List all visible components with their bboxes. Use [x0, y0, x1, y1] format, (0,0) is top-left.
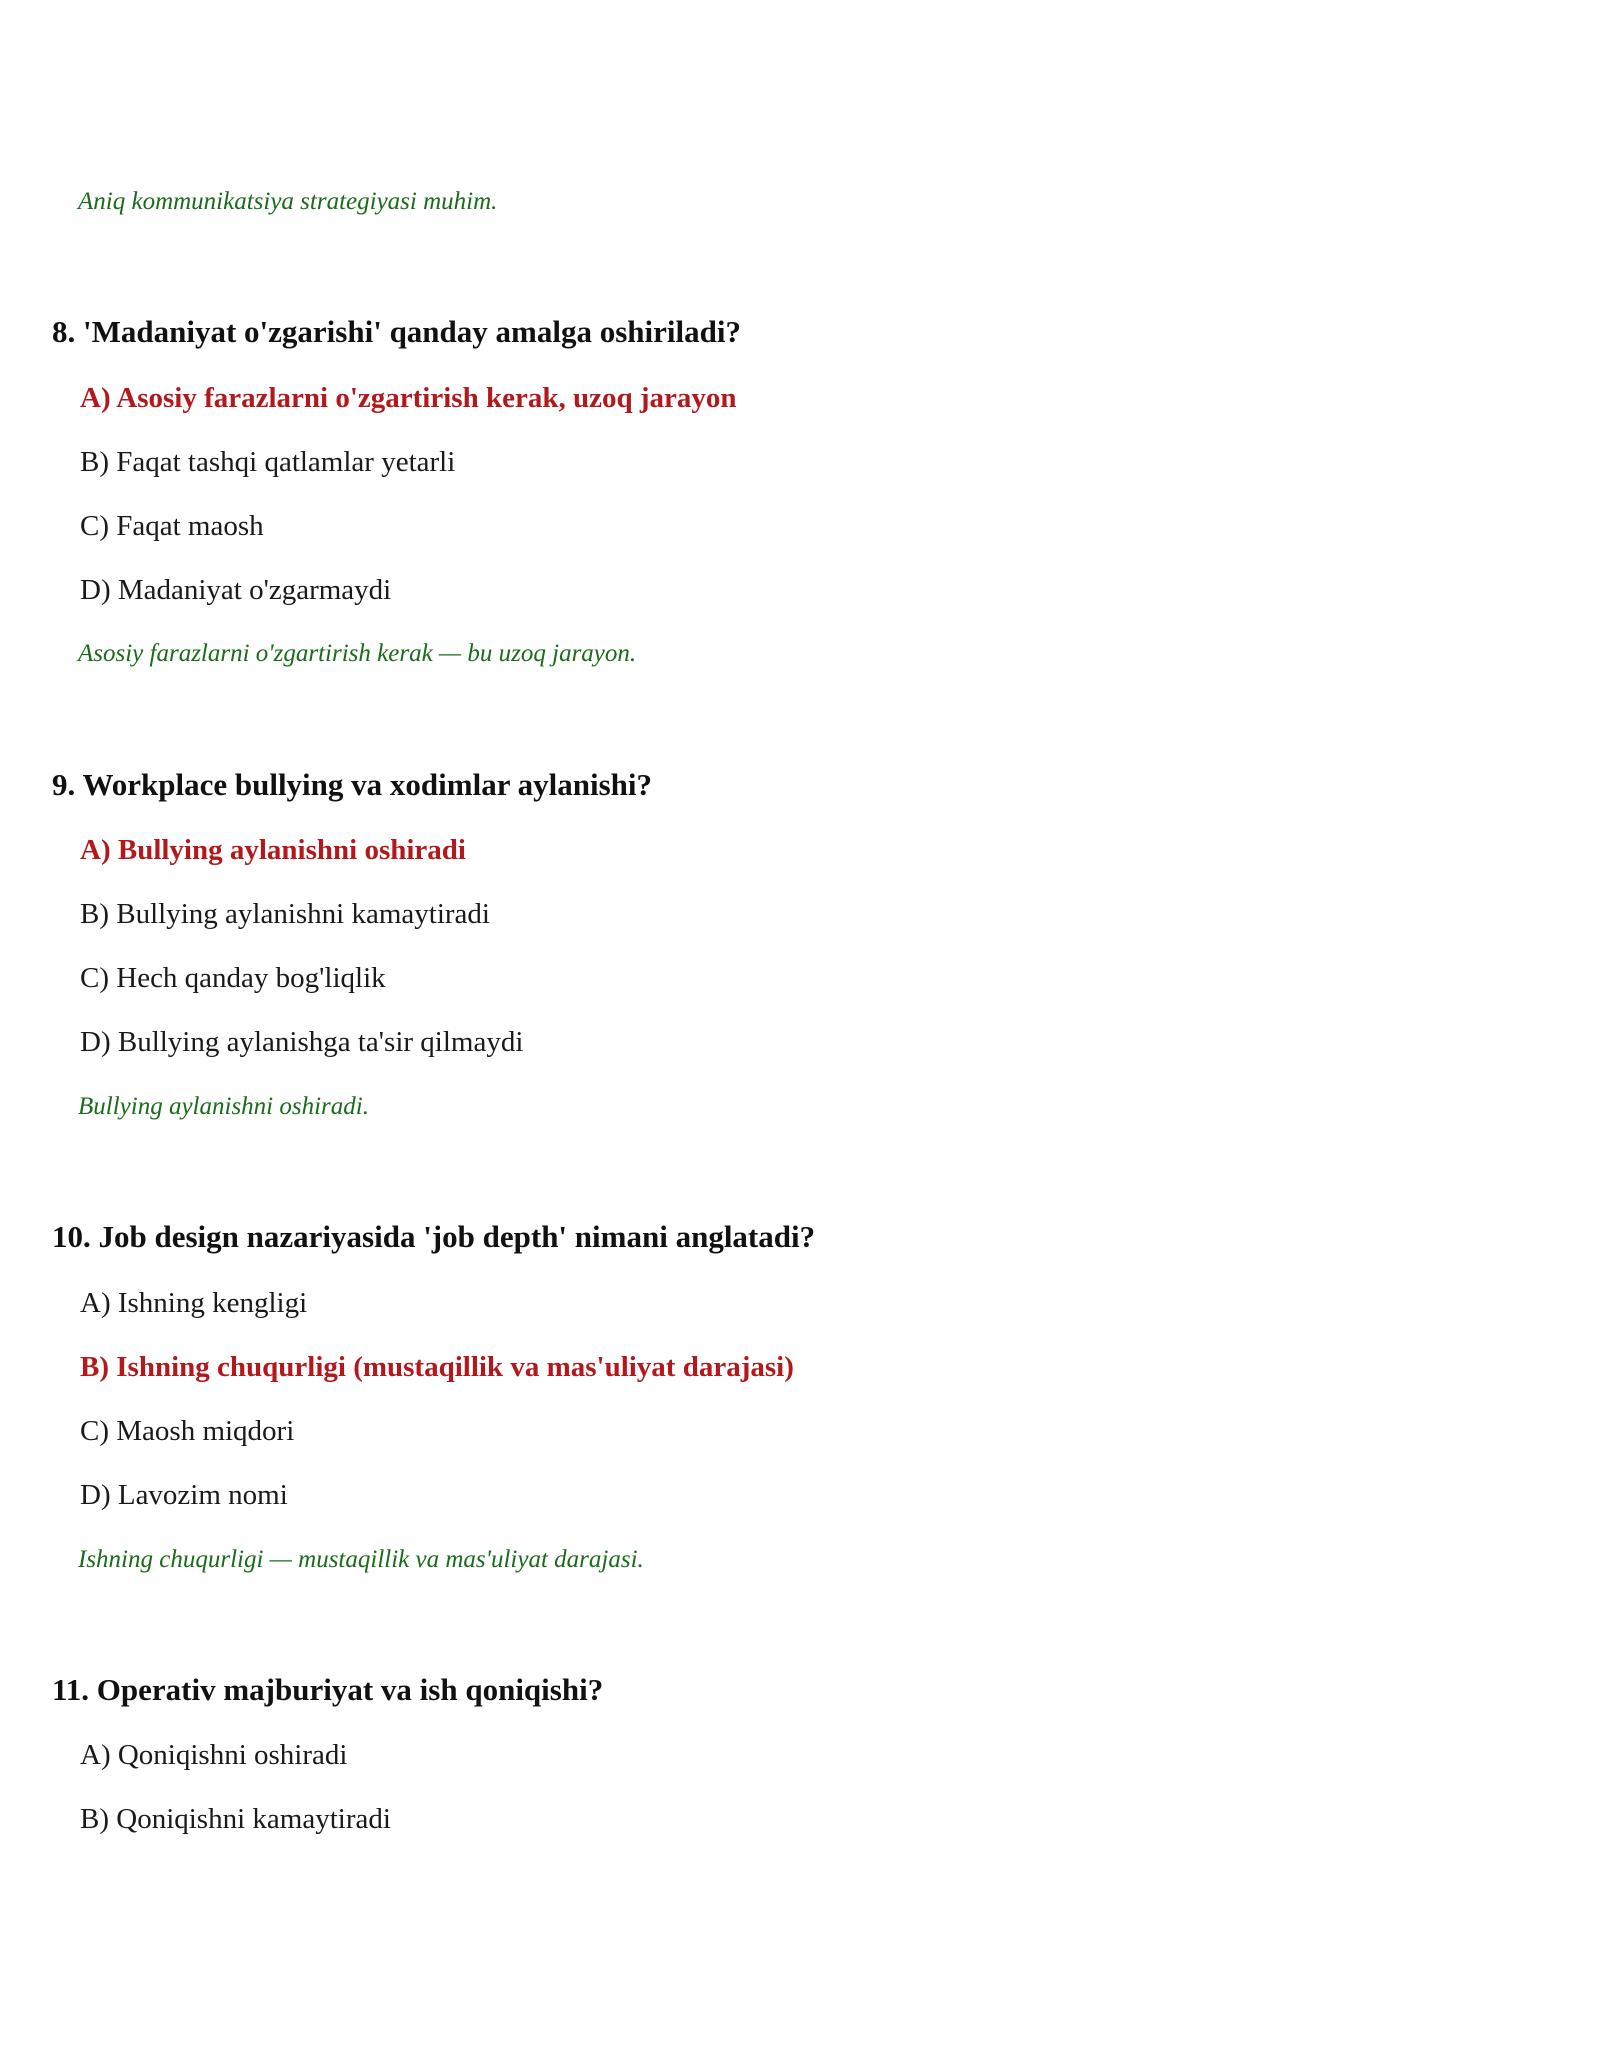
- question-9-option-d: D) Bullying aylanishga ta'sir qilmaydi: [80, 1026, 524, 1058]
- question-10-title: 10. Job design nazariyasida 'job depth' nimani anglatadi?: [52, 1219, 816, 1254]
- question-8-option-b: B) Faqat tashqi qatlamlar yetarli: [80, 446, 456, 478]
- question-8-option-d: D) Madaniyat o'zgarmaydi: [80, 574, 392, 606]
- question-8-option-c: C) Faqat maosh: [80, 510, 264, 542]
- question-9-title: 9. Workplace bullying va xodimlar aylanishi?: [52, 767, 653, 802]
- previous-explanation: Aniq kommunikatsiya strategiyasi muhim.: [78, 188, 498, 215]
- question-9-option-b: B) Bullying aylanishni kamaytiradi: [80, 898, 490, 930]
- question-9-option-c: C) Hech qanday bog'liqlik: [80, 962, 386, 994]
- question-11-option-a: A) Qoniqishni oshiradi: [80, 1739, 348, 1771]
- question-10-option-a: A) Ishning kengligi: [80, 1287, 308, 1319]
- question-8-title: 8. 'Madaniyat o'zgarishi' qanday amalga oshiriladi?: [52, 314, 741, 349]
- question-8-option-a: A) Asosiy farazlarni o'zgartirish kerak, uzoq jarayon: [80, 382, 737, 414]
- question-10-explanation: Ishning chuqurligi — mustaqillik va mas'uliyat darajasi.: [78, 1546, 644, 1573]
- question-10-option-c: C) Maosh miqdori: [80, 1415, 295, 1447]
- question-10-option-b: B) Ishning chuqurligi (mustaqillik va mas'uliyat darajasi): [80, 1351, 794, 1383]
- question-9-option-a: A) Bullying aylanishni oshiradi: [80, 834, 466, 866]
- question-11-option-b: B) Qoniqishni kamaytiradi: [80, 1803, 391, 1835]
- question-8-explanation: Asosiy farazlarni o'zgartirish kerak — bu uzoq jarayon.: [78, 640, 637, 667]
- question-9-explanation: Bullying aylanishni oshiradi.: [78, 1093, 369, 1120]
- question-10-option-d: D) Lavozim nomi: [80, 1479, 288, 1511]
- question-11-title: 11. Operativ majburiyat va ish qoniqishi?: [52, 1672, 604, 1707]
